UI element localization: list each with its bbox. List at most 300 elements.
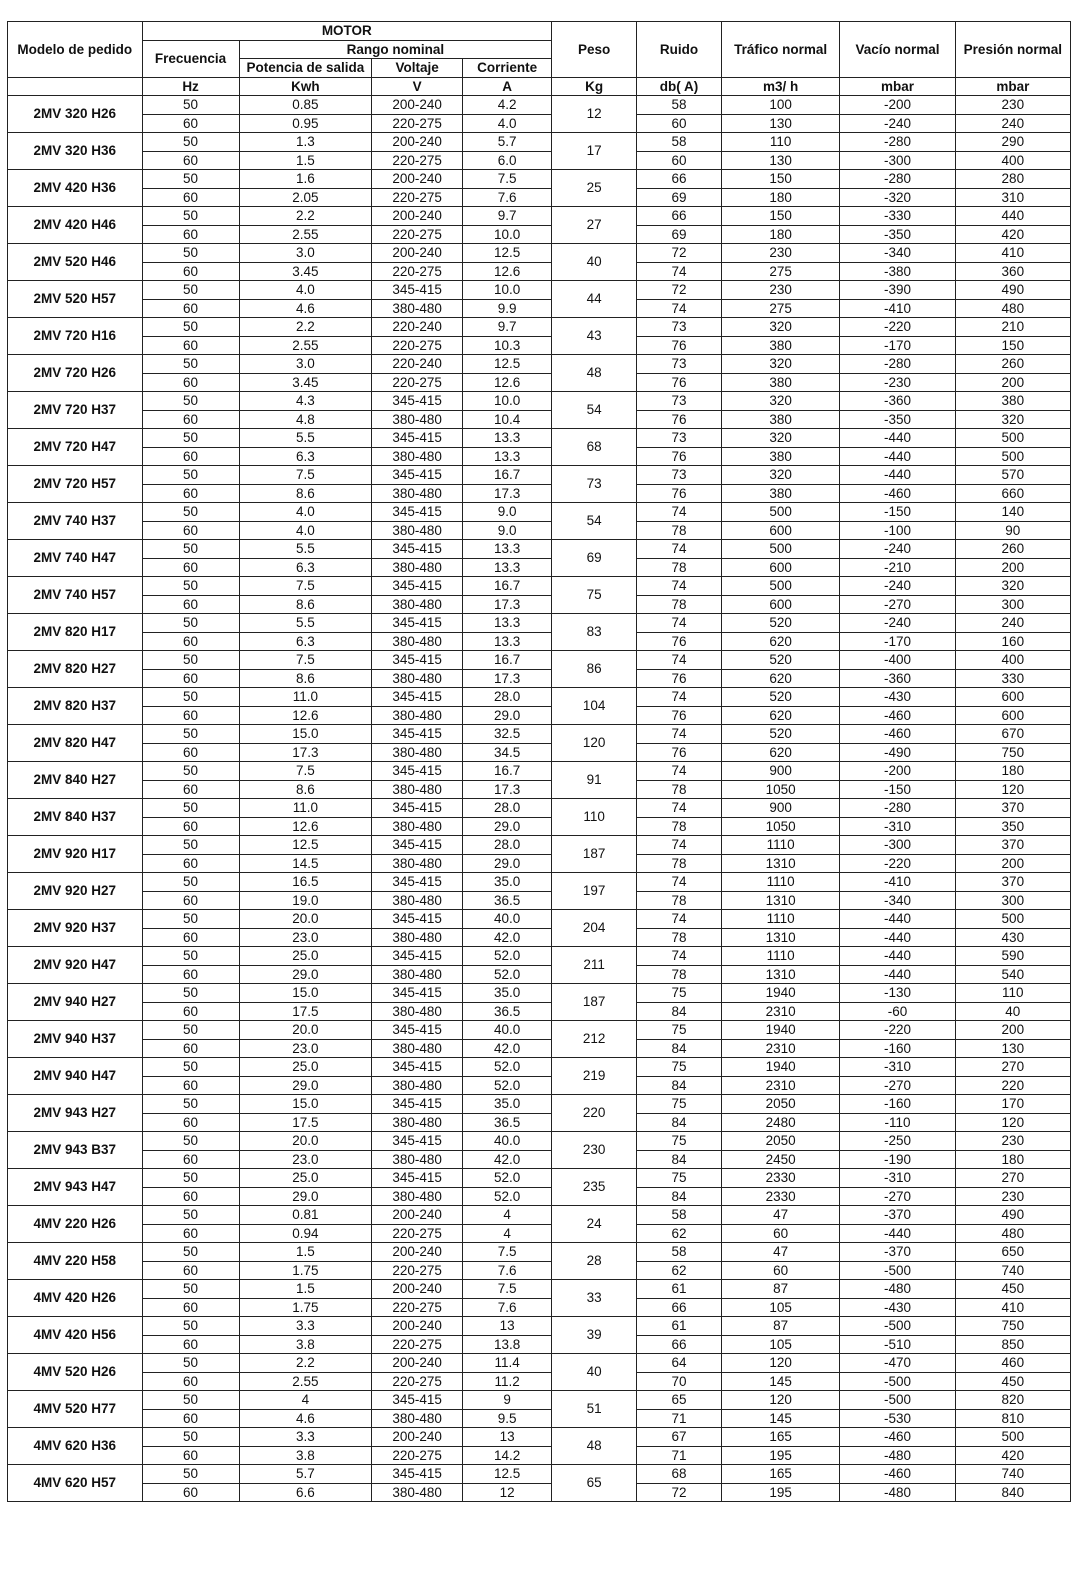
current-cell: 4	[463, 1206, 552, 1225]
weight-cell: 17	[552, 133, 637, 170]
power-cell: 6.3	[239, 632, 371, 651]
voltage-cell: 380-480	[372, 854, 463, 873]
power-cell: 4.6	[239, 299, 371, 318]
model-cell: 2MV 720 H47	[8, 429, 143, 466]
current-cell: 29.0	[463, 854, 552, 873]
power-cell: 4	[239, 1391, 371, 1410]
header-model: Modelo de pedido	[8, 22, 143, 78]
model-cell: 2MV 720 H37	[8, 392, 143, 429]
hz-cell: 50	[142, 170, 239, 189]
table-row	[8, 1354, 1071, 1373]
noise-cell: 61	[637, 1317, 722, 1336]
flow-cell: 1110	[722, 947, 840, 966]
weight-cell: 212	[552, 1021, 637, 1058]
hz-cell: 60	[142, 965, 239, 984]
noise-cell: 74	[637, 725, 722, 744]
flow-cell: 195	[722, 1446, 840, 1465]
voltage-cell: 345-415	[372, 281, 463, 300]
model-cell: 4MV 620 H57	[8, 1465, 143, 1502]
current-cell: 11.2	[463, 1372, 552, 1391]
hz-cell: 50	[142, 318, 239, 337]
pressure-cell: 660	[955, 484, 1070, 503]
power-cell: 1.5	[239, 151, 371, 170]
table-row	[8, 114, 1071, 133]
flow-cell: 47	[722, 1206, 840, 1225]
table-row	[8, 928, 1071, 947]
power-cell: 8.6	[239, 669, 371, 688]
noise-cell: 74	[637, 299, 722, 318]
vacuum-cell: -460	[840, 484, 955, 503]
current-cell: 13.3	[463, 632, 552, 651]
vacuum-cell: -230	[840, 373, 955, 392]
flow-cell: 2310	[722, 1002, 840, 1021]
weight-cell: 54	[552, 392, 637, 429]
pressure-cell: 500	[955, 429, 1070, 448]
current-cell: 7.5	[463, 1243, 552, 1262]
pressure-cell: 410	[955, 244, 1070, 263]
vacuum-cell: -330	[840, 207, 955, 226]
flow-cell: 165	[722, 1465, 840, 1484]
hz-cell: 50	[142, 466, 239, 485]
pressure-cell: 370	[955, 873, 1070, 892]
voltage-cell: 220-275	[372, 1298, 463, 1317]
model-cell: 2MV 420 H36	[8, 170, 143, 207]
flow-cell: 60	[722, 1261, 840, 1280]
power-cell: 2.05	[239, 188, 371, 207]
table-row	[8, 225, 1071, 244]
model-cell: 2MV 720 H16	[8, 318, 143, 355]
weight-cell: 40	[552, 244, 637, 281]
voltage-cell: 220-275	[372, 1335, 463, 1354]
noise-cell: 75	[637, 1058, 722, 1077]
hz-cell: 60	[142, 558, 239, 577]
weight-cell: 51	[552, 1391, 637, 1428]
vacuum-cell: -170	[840, 632, 955, 651]
model-cell: 2MV 943 H27	[8, 1095, 143, 1132]
flow-cell: 1310	[722, 928, 840, 947]
weight-cell: 43	[552, 318, 637, 355]
vacuum-cell: -440	[840, 910, 955, 929]
noise-cell: 74	[637, 503, 722, 522]
voltage-cell: 220-275	[372, 1224, 463, 1243]
voltage-cell: 380-480	[372, 1002, 463, 1021]
pressure-cell: 140	[955, 503, 1070, 522]
vacuum-cell: -110	[840, 1113, 955, 1132]
flow-cell: 105	[722, 1335, 840, 1354]
pressure-cell: 540	[955, 965, 1070, 984]
power-cell: 2.2	[239, 318, 371, 337]
power-cell: 2.55	[239, 225, 371, 244]
table-row	[8, 632, 1071, 651]
current-cell: 6.0	[463, 151, 552, 170]
pressure-cell: 240	[955, 614, 1070, 633]
current-cell: 12.5	[463, 1465, 552, 1484]
vacuum-cell: -240	[840, 114, 955, 133]
vacuum-cell: -160	[840, 1039, 955, 1058]
voltage-cell: 345-415	[372, 614, 463, 633]
unit-cell: Kg	[552, 77, 637, 96]
model-cell: 2MV 320 H26	[8, 96, 143, 133]
noise-cell: 64	[637, 1354, 722, 1373]
noise-cell: 76	[637, 706, 722, 725]
flow-cell: 105	[722, 1298, 840, 1317]
vacuum-cell: -150	[840, 503, 955, 522]
vacuum-cell: -170	[840, 336, 955, 355]
hz-cell: 50	[142, 392, 239, 411]
voltage-cell: 220-275	[372, 262, 463, 281]
vacuum-cell: -430	[840, 688, 955, 707]
voltage-cell: 220-240	[372, 318, 463, 337]
current-cell: 9	[463, 1391, 552, 1410]
pressure-cell: 360	[955, 262, 1070, 281]
noise-cell: 74	[637, 688, 722, 707]
model-cell: 2MV 740 H57	[8, 577, 143, 614]
hz-cell: 60	[142, 1076, 239, 1095]
current-cell: 16.7	[463, 762, 552, 781]
voltage-cell: 220-275	[372, 373, 463, 392]
table-row	[8, 799, 1071, 818]
weight-cell: 235	[552, 1169, 637, 1206]
weight-cell: 12	[552, 96, 637, 133]
vacuum-cell: -460	[840, 725, 955, 744]
table-row	[8, 281, 1071, 300]
voltage-cell: 380-480	[372, 484, 463, 503]
table-row	[8, 836, 1071, 855]
pressure-cell: 370	[955, 836, 1070, 855]
header-current: Corriente	[463, 59, 552, 78]
flow-cell: 100	[722, 96, 840, 115]
voltage-cell: 200-240	[372, 133, 463, 152]
voltage-cell: 345-415	[372, 1021, 463, 1040]
weight-cell: 220	[552, 1095, 637, 1132]
hz-cell: 50	[142, 1095, 239, 1114]
hz-cell: 60	[142, 1409, 239, 1428]
voltage-cell: 220-275	[372, 336, 463, 355]
hz-cell: 60	[142, 891, 239, 910]
hz-cell: 60	[142, 743, 239, 762]
pressure-cell: 600	[955, 688, 1070, 707]
table-row	[8, 725, 1071, 744]
table-row	[8, 521, 1071, 540]
table-row	[8, 1113, 1071, 1132]
noise-cell: 74	[637, 947, 722, 966]
flow-cell: 1110	[722, 910, 840, 929]
noise-cell: 74	[637, 799, 722, 818]
flow-cell: 2480	[722, 1113, 840, 1132]
model-cell: 4MV 220 H58	[8, 1243, 143, 1280]
model-cell: 2MV 720 H26	[8, 355, 143, 392]
power-cell: 17.3	[239, 743, 371, 762]
vacuum-cell: -130	[840, 984, 955, 1003]
hz-cell: 50	[142, 1132, 239, 1151]
noise-cell: 75	[637, 984, 722, 1003]
flow-cell: 500	[722, 503, 840, 522]
vacuum-cell: -370	[840, 1243, 955, 1262]
pressure-cell: 480	[955, 1224, 1070, 1243]
voltage-cell: 345-415	[372, 466, 463, 485]
power-cell: 6.3	[239, 558, 371, 577]
pressure-cell: 120	[955, 1113, 1070, 1132]
vacuum-cell: -280	[840, 799, 955, 818]
voltage-cell: 345-415	[372, 540, 463, 559]
table-row	[8, 854, 1071, 873]
current-cell: 17.3	[463, 484, 552, 503]
current-cell: 52.0	[463, 947, 552, 966]
model-cell: 4MV 220 H26	[8, 1206, 143, 1243]
pressure-cell: 380	[955, 392, 1070, 411]
power-cell: 6.3	[239, 447, 371, 466]
noise-cell: 65	[637, 1391, 722, 1410]
pressure-cell: 740	[955, 1465, 1070, 1484]
power-cell: 12.5	[239, 836, 371, 855]
current-cell: 52.0	[463, 965, 552, 984]
table-row	[8, 336, 1071, 355]
weight-cell: 27	[552, 207, 637, 244]
current-cell: 9.0	[463, 521, 552, 540]
model-cell: 2MV 943 B37	[8, 1132, 143, 1169]
pressure-cell: 330	[955, 669, 1070, 688]
power-cell: 1.5	[239, 1243, 371, 1262]
pressure-cell: 500	[955, 447, 1070, 466]
hz-cell: 50	[142, 207, 239, 226]
flow-cell: 150	[722, 207, 840, 226]
power-cell: 3.3	[239, 1317, 371, 1336]
noise-cell: 74	[637, 614, 722, 633]
current-cell: 13.3	[463, 540, 552, 559]
unit-cell-empty	[8, 77, 143, 96]
current-cell: 40.0	[463, 1021, 552, 1040]
power-cell: 20.0	[239, 1132, 371, 1151]
vacuum-cell: -460	[840, 1465, 955, 1484]
header-voltage: Voltaje	[372, 59, 463, 78]
vacuum-cell: -350	[840, 410, 955, 429]
weight-cell: 187	[552, 984, 637, 1021]
voltage-cell: 380-480	[372, 817, 463, 836]
noise-cell: 76	[637, 743, 722, 762]
voltage-cell: 345-415	[372, 1465, 463, 1484]
hz-cell: 50	[142, 429, 239, 448]
vacuum-cell: -380	[840, 262, 955, 281]
voltage-cell: 220-275	[372, 225, 463, 244]
model-cell: 4MV 520 H26	[8, 1354, 143, 1391]
power-cell: 3.0	[239, 244, 371, 263]
noise-cell: 74	[637, 540, 722, 559]
power-cell: 23.0	[239, 928, 371, 947]
flow-cell: 320	[722, 355, 840, 374]
vacuum-cell: -350	[840, 225, 955, 244]
table-row	[8, 1280, 1071, 1299]
hz-cell: 50	[142, 281, 239, 300]
power-cell: 2.55	[239, 1372, 371, 1391]
power-cell: 11.0	[239, 799, 371, 818]
model-cell: 2MV 940 H27	[8, 984, 143, 1021]
model-cell: 2MV 840 H37	[8, 799, 143, 836]
table-row	[8, 1446, 1071, 1465]
pressure-cell: 210	[955, 318, 1070, 337]
vacuum-cell: -400	[840, 651, 955, 670]
flow-cell: 600	[722, 595, 840, 614]
voltage-cell: 345-415	[372, 762, 463, 781]
hz-cell: 60	[142, 669, 239, 688]
hz-cell: 60	[142, 188, 239, 207]
flow-cell: 380	[722, 484, 840, 503]
hz-cell: 50	[142, 1021, 239, 1040]
noise-cell: 75	[637, 1132, 722, 1151]
table-row	[8, 873, 1071, 892]
current-cell: 7.6	[463, 1261, 552, 1280]
pressure-cell: 420	[955, 225, 1070, 244]
vacuum-cell: -480	[840, 1280, 955, 1299]
vacuum-cell: -240	[840, 614, 955, 633]
voltage-cell: 220-275	[372, 114, 463, 133]
weight-cell: 120	[552, 725, 637, 762]
hz-cell: 50	[142, 1169, 239, 1188]
current-cell: 9.5	[463, 1409, 552, 1428]
unit-cell: V	[372, 77, 463, 96]
vacuum-cell: -500	[840, 1372, 955, 1391]
noise-cell: 78	[637, 928, 722, 947]
voltage-cell: 345-415	[372, 392, 463, 411]
current-cell: 40.0	[463, 910, 552, 929]
weight-cell: 65	[552, 1465, 637, 1502]
weight-cell: 104	[552, 688, 637, 725]
power-cell: 4.6	[239, 1409, 371, 1428]
current-cell: 17.3	[463, 595, 552, 614]
vacuum-cell: -510	[840, 1335, 955, 1354]
table-row	[8, 1224, 1071, 1243]
voltage-cell: 200-240	[372, 1428, 463, 1447]
voltage-cell: 380-480	[372, 595, 463, 614]
table-row	[8, 1021, 1071, 1040]
noise-cell: 76	[637, 410, 722, 429]
flow-cell: 520	[722, 614, 840, 633]
voltage-cell: 345-415	[372, 984, 463, 1003]
model-cell: 2MV 840 H27	[8, 762, 143, 799]
power-cell: 15.0	[239, 1095, 371, 1114]
voltage-cell: 345-415	[372, 799, 463, 818]
noise-cell: 74	[637, 262, 722, 281]
flow-cell: 2330	[722, 1187, 840, 1206]
pressure-cell: 810	[955, 1409, 1070, 1428]
power-cell: 3.0	[239, 355, 371, 374]
table-row	[8, 262, 1071, 281]
noise-cell: 71	[637, 1446, 722, 1465]
pressure-cell: 40	[955, 1002, 1070, 1021]
hz-cell: 50	[142, 1354, 239, 1373]
table-row	[8, 1372, 1071, 1391]
table-row	[8, 466, 1071, 485]
vacuum-cell: -440	[840, 947, 955, 966]
current-cell: 13	[463, 1317, 552, 1336]
voltage-cell: 380-480	[372, 410, 463, 429]
hz-cell: 60	[142, 854, 239, 873]
power-cell: 5.5	[239, 429, 371, 448]
hz-cell: 50	[142, 651, 239, 670]
noise-cell: 84	[637, 1150, 722, 1169]
voltage-cell: 345-415	[372, 429, 463, 448]
hz-cell: 50	[142, 1058, 239, 1077]
hz-cell: 50	[142, 355, 239, 374]
noise-cell: 68	[637, 1465, 722, 1484]
vacuum-cell: -410	[840, 873, 955, 892]
power-cell: 15.0	[239, 984, 371, 1003]
vacuum-cell: -200	[840, 762, 955, 781]
current-cell: 12.6	[463, 373, 552, 392]
noise-cell: 75	[637, 1021, 722, 1040]
hz-cell: 50	[142, 947, 239, 966]
noise-cell: 75	[637, 1095, 722, 1114]
hz-cell: 60	[142, 410, 239, 429]
flow-cell: 500	[722, 577, 840, 596]
power-cell: 25.0	[239, 1058, 371, 1077]
unit-cell: A	[463, 77, 552, 96]
current-cell: 10.0	[463, 281, 552, 300]
vacuum-cell: -250	[840, 1132, 955, 1151]
table-row	[8, 1483, 1071, 1502]
pressure-cell: 450	[955, 1280, 1070, 1299]
noise-cell: 74	[637, 910, 722, 929]
noise-cell: 76	[637, 669, 722, 688]
noise-cell: 78	[637, 891, 722, 910]
table-row	[8, 965, 1071, 984]
voltage-cell: 380-480	[372, 558, 463, 577]
power-cell: 4.0	[239, 281, 371, 300]
power-cell: 2.2	[239, 1354, 371, 1373]
hz-cell: 50	[142, 688, 239, 707]
voltage-cell: 380-480	[372, 928, 463, 947]
hz-cell: 60	[142, 1298, 239, 1317]
table-row	[8, 1095, 1071, 1114]
weight-cell: 48	[552, 355, 637, 392]
table-row	[8, 595, 1071, 614]
table-row	[8, 1169, 1071, 1188]
table-row	[8, 558, 1071, 577]
vacuum-cell: -460	[840, 706, 955, 725]
current-cell: 36.5	[463, 1002, 552, 1021]
flow-cell: 47	[722, 1243, 840, 1262]
vacuum-cell: -360	[840, 392, 955, 411]
power-cell: 3.45	[239, 373, 371, 392]
model-cell: 2MV 740 H47	[8, 540, 143, 577]
table-row	[8, 614, 1071, 633]
noise-cell: 76	[637, 447, 722, 466]
model-cell: 2MV 943 H47	[8, 1169, 143, 1206]
power-cell: 1.5	[239, 1280, 371, 1299]
hz-cell: 60	[142, 1372, 239, 1391]
power-cell: 7.5	[239, 651, 371, 670]
pressure-cell: 670	[955, 725, 1070, 744]
noise-cell: 84	[637, 1113, 722, 1132]
table-row	[8, 1428, 1071, 1447]
power-cell: 17.5	[239, 1113, 371, 1132]
weight-cell: 86	[552, 651, 637, 688]
vacuum-cell: -220	[840, 1021, 955, 1040]
voltage-cell: 380-480	[372, 1113, 463, 1132]
flow-cell: 320	[722, 466, 840, 485]
flow-cell: 120	[722, 1354, 840, 1373]
model-cell: 2MV 820 H47	[8, 725, 143, 762]
current-cell: 9.0	[463, 503, 552, 522]
current-cell: 36.5	[463, 891, 552, 910]
voltage-cell: 345-415	[372, 873, 463, 892]
weight-cell: 69	[552, 540, 637, 577]
model-cell: 2MV 720 H57	[8, 466, 143, 503]
hz-cell: 50	[142, 540, 239, 559]
vacuum-cell: -210	[840, 558, 955, 577]
voltage-cell: 380-480	[372, 1187, 463, 1206]
flow-cell: 230	[722, 281, 840, 300]
noise-cell: 67	[637, 1428, 722, 1447]
